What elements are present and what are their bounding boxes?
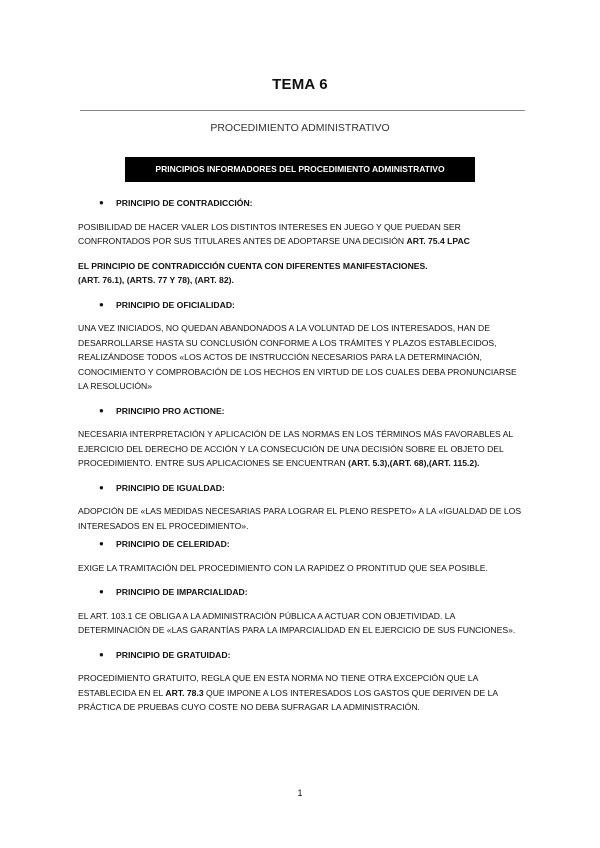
- section-paragraph: UNA VEZ INICIADOS, NO QUEDAN ABANDONADOS A LA VOLUNTAD DE LOS INTERESADOS, HAN DE DESARROLLARSE HASTA SU CONCLUSIÓN CONFORME A LOS TRÁMITES Y PLAZOS ESTABLECIDOS, REALIZÁNDOSE TODOS «LOS ACTOS DE INSTRUCCIÓN NECESARIOS PARA LA DETERMINACIÓN, CONOCIMIENTO Y COMPROBACIÓN DE LOS HECHOS EN VIRTUD DE LOS CUALES DEBA PRONUNCIARSE LA RESOLUCIÓN»: [78, 323, 517, 391]
- paragraph-text: PROCEDIMIENTO GRATUITO, REGLA QUE EN ESTA NORMA NO TIENE OTRA EXCEPCIÓN QUE LA ESTABLECIDA EN EL: [78, 673, 478, 698]
- bullet-icon: ●: [99, 649, 104, 659]
- section-heading-gratuidad: [78, 648, 528, 663]
- section-heading-label: PRINCIPIO DE GRATUIDAD:: [116, 649, 231, 660]
- bullet-icon: ●: [99, 539, 104, 548]
- title-divider: [80, 110, 525, 111]
- paragraph-text: QUE IMPONE A LOS INTERESADOS LOS GASTOS QUE DERIVEN DE LA PRÁCTICA DE PRUEBAS CUYO COSTE NO DEBA SUFRAGAR LA ADMINISTRACIÓN.: [78, 687, 498, 712]
- page-title: TEMA 6: [272, 76, 328, 93]
- section-heading-contradiccion: [78, 196, 528, 211]
- article-references: (ART. 5.3),(ART. 68),(ART. 115.2).: [348, 458, 480, 468]
- paragraph-text: POSIBILIDAD DE HACER VALER LOS DISTINTOS INTERESES EN JUEGO Y QUE PUEDAN SER CONFRONTADOS POR SUS TITULARES ANTES DE ADOPTARSE UNA DECISIÓN: [78, 221, 461, 246]
- section-paragraph: [78, 220, 528, 249]
- section-heading-imparcialidad: [78, 585, 528, 600]
- section-paragraph: EL ART. 103.1 CE OBLIGA A LA ADMINISTRACIÓN PÚBLICA A ACTUAR CON OBJETIVIDAD. LA DETERMINACIÓN DE «LAS GARANTÍAS PARA LA IMPARCIALIDAD EN EL EJERCICIO DE SUS FUNCIONES».: [78, 610, 516, 635]
- section-heading-label: PRINCIPIO DE CELERIDAD:: [116, 539, 230, 549]
- page-subtitle: PROCEDIMIENTO ADMINISTRATIVO: [210, 122, 390, 134]
- bullet-icon: ●: [99, 198, 104, 207]
- section-heading-oficialidad: [78, 298, 528, 313]
- section-paragraph: ADOPCIÓN DE «LAS MEDIDAS NECESARIAS PARA LOGRAR EL PLENO RESPETO» A LA «IGUALDAD DE LOS INTERESADOS EN EL PROCEDIMIENTO».: [78, 506, 522, 531]
- section-heading-label: PRINCIPIO DE IMPARCIALIDAD:: [116, 587, 248, 597]
- section-heading-label: PRINCIPIO DE OFICIALIDAD:: [116, 299, 235, 310]
- section-paragraph: [78, 427, 528, 471]
- section-banner: PRINCIPIOS INFORMADORES DEL PROCEDIMIENTO ADMINISTRATIVO: [125, 157, 475, 182]
- page-number: 1: [297, 788, 303, 798]
- section-paragraph: [78, 671, 528, 715]
- section-heading-pro-actione: [78, 404, 528, 419]
- bullet-icon: ●: [99, 482, 104, 492]
- paragraph-bold-text: EL PRINCIPIO DE CONTRADICCIÓN CUENTA CON DIFERENTES MANIFESTACIONES.: [78, 260, 428, 271]
- section-paragraph: EXIGE LA TRAMITACIÓN DEL PROCEDIMIENTO CON LA RAPIDEZ O PRONTITUD QUE SEA POSIBLE.: [78, 562, 488, 573]
- paragraph-text: NECESARIA INTERPRETACIÓN Y APLICACIÓN DE LAS NORMAS EN LOS TÉRMINOS MÁS FAVORABLES AL EJERCICIO DEL DERECHO DE ACCIÓN Y LA CONSECUCIÓN DE UNA DECISIÓN SOBRE EL OBJETO DEL PROCEDIMIENTO. ENTRE SUS APLICACIONES SE ENCUENTRAN: [78, 429, 513, 468]
- bullet-icon: ●: [99, 587, 104, 596]
- bullet-icon: ●: [99, 299, 104, 309]
- article-references: (ART. 76.1), (ARTS. 77 Y 78), (ART. 82).: [78, 275, 234, 285]
- article-reference: ART. 75.4 LPAC: [406, 236, 470, 246]
- section-heading-label: PRINCIPIO PRO ACTIONE:: [116, 405, 225, 416]
- bullet-icon: ●: [99, 405, 104, 415]
- section-heading-label: PRINCIPIO DE CONTRADICCIÓN:: [116, 198, 253, 208]
- section-heading-celeridad: [78, 537, 528, 552]
- section-paragraph: [78, 259, 528, 288]
- document-body: [78, 196, 528, 725]
- article-reference: ART. 78.3: [165, 687, 204, 698]
- section-heading-igualdad: [78, 481, 528, 496]
- section-heading-label: PRINCIPIO DE IGUALDAD:: [116, 482, 225, 493]
